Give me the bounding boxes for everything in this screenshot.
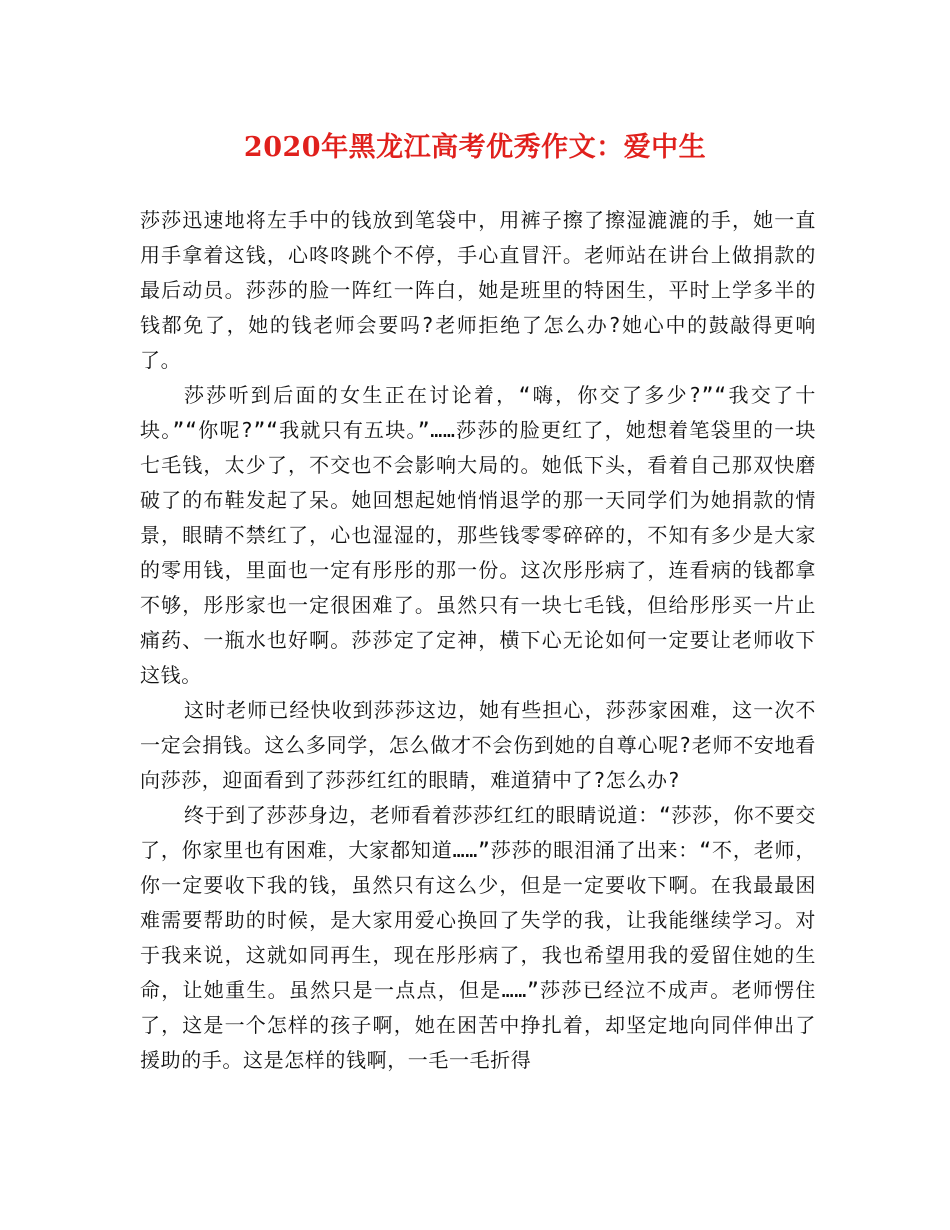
paragraph-1: 莎莎迅速地将左手中的钱放到笔袋中，用裤子擦了擦湿漉漉的手，她一直用手拿着这钱，心咚咚跳个不停，手心直冒汗。老师站在讲台上做捐款的最后动员。莎莎的脸一阵红一阵白，她是班里的特困生，平时上学多半的钱都免了，她的钱老师会要吗?老师拒绝了怎么办?她心中的鼓敲得更响了。 xyxy=(140,208,816,372)
paragraph-3: 这时老师已经快收到莎莎这边，她有些担心，莎莎家困难，这一次不一定会捐钱。这么多同学，怎么做才不会伤到她的自尊心呢?老师不安地看向莎莎，迎面看到了莎莎红红的眼睛，难道猜中了?怎么办? xyxy=(140,698,816,792)
paragraph-4: 终于到了莎莎身边，老师看着莎莎红红的眼睛说道：“莎莎，你不要交了，你家里也有困难，大家都知道……”莎莎的眼泪涌了出来：“不，老师，你一定要收下我的钱，虽然只有这么少，但是一定要收下啊。在我最最困难需要帮助的时候，是大家用爱心换回了失学的我，让我能继续学习。对于我来说，这就如同再生，现在彤彤病了，我也希望用我的爱留住她的生命，让她重生。虽然只是一点点，但是……”莎莎已经泣不成声。老师愣住了，这是一个怎样的孩子啊，她在困苦中挣扎着，却坚定地向同伴伸出了援助的手。这是怎样的钱啊，一毛一毛折得 xyxy=(140,803,816,1072)
document-title: 2020年黑龙江高考优秀作文：爱中生 xyxy=(243,132,707,163)
document-body xyxy=(140,203,816,1078)
paragraph-2: 莎莎听到后面的女生正在讨论着，“嗨，你交了多少?”“我交了十块。”“你呢?”“我就只有五块。”……莎莎的脸更红了，她想着笔袋里的一块七毛钱，太少了，不交也不会影响大局的。她低下头，看着自己那双快磨破了的布鞋发起了呆。她回想起她悄悄退学的那一天同学们为她捐款的情景，眼睛不禁红了，心也湿湿的，那些钱零零碎碎的，不知有多少是大家的零用钱，里面也一定有彤彤的那一份。这次彤彤病了，连看病的钱都拿不够，彤彤家也一定很困难了。虽然只有一块七毛钱，但给彤彤买一片止痛药、一瓶水也好啊。莎莎定了定神，横下心无论如何一定要让老师收下这钱。 xyxy=(140,383,816,687)
